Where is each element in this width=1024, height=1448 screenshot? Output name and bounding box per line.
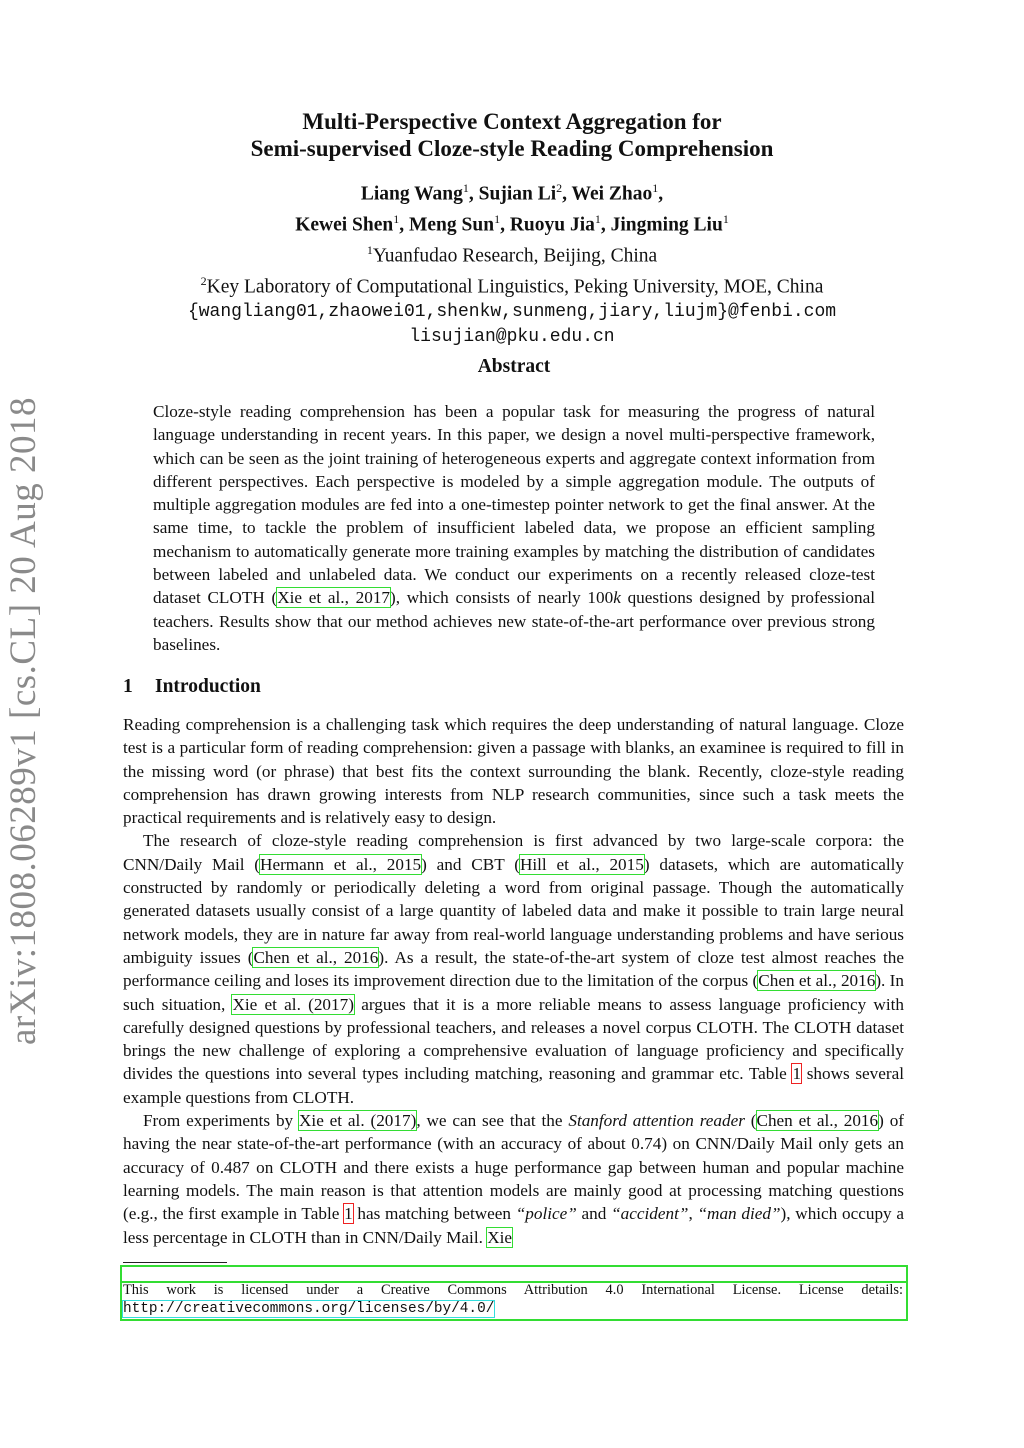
author-name: Liang Wang [360, 183, 463, 205]
citation-link[interactable]: Xie et al. (2017) [232, 994, 354, 1014]
arxiv-stamp: arXiv:1808.06289v1 [cs.CL] 20 Aug 2018 [3, 397, 44, 1045]
affiliation-marker: 1 [652, 181, 659, 195]
affiliation-marker: 1 [494, 212, 501, 226]
citation-link[interactable]: Hermann et al., 2015 [260, 854, 422, 874]
affiliation-marker: 1 [594, 212, 601, 226]
citation-link[interactable]: Xie [487, 1227, 513, 1247]
citation-link[interactable]: Xie et al. (2017) [299, 1111, 417, 1131]
emphasis: “man died” [697, 1204, 781, 1224]
author-name: Ruoyu Jia [509, 214, 595, 236]
abstract-body: Cloze-style reading comprehension has been a popular task for measuring the progress of natural language understanding in recent years. In this paper, we design a novel multi-perspective framework, which can be seen as the joint training of heterogeneous experts and aggregate context information from different perspectives. Each perspective is modeled by a simple aggregation module. The outputs of multiple aggregation modules are fed into a one-timestep pointer network to get the final answer. At the same time, to tackle the problem of insufficient labeled data, we propose an efficient sampling mechanism to automatically generate more training examples by matching the distribution of candidates between labeled and unlabeled data. We conduct our experiments on a recently released cloze-test dataset CLOTH (Xie et al., 2017), which consists of nearly 100k questions designed by professional teachers. Results show that our method achieves new state-of-the-art performance over previous strong baselines. [153, 402, 876, 654]
emphasis: Stanford attention reader [568, 1111, 745, 1131]
title-line-1: Multi-Perspective Context Aggregation for [302, 109, 722, 134]
paragraph: From experiments by Xie et al. (2017), we can see that the Stanford attention reader (Chen et al., 2016) of having the near state-of-the-art performance (with an accuracy of about 0.74) on CNN/Daily Mail only gets an accuracy of 0.487 on CLOTH and there exists a huge performance gap between human and popular machine learning models. The main reason is that attention models are mainly good at processing matching questions (e.g., the first example in Table 1 has matching between “police” and “accident”, “man died”), which occupy a less percentage in CLOTH than in CNN/Daily Mail. Xie [123, 1111, 905, 1247]
author-name: Jingming Liu [610, 214, 723, 236]
author-line-2: Kewei Shen$^1$, Meng Sun$^1$, Ruoyu Jia$^1$, Jingming Liu$^1$ [295, 212, 729, 236]
citation-link[interactable]: Xie et al., 2017 [277, 588, 391, 608]
author-email-2: lisujian@pku.edu.cn [409, 326, 615, 347]
citation-link[interactable]: Chen et al., 2016 [758, 971, 876, 991]
author-name: Meng Sun [408, 214, 495, 236]
affiliation-marker: 1 [393, 212, 400, 226]
section-heading [123, 676, 261, 698]
introduction-body [123, 713, 904, 1249]
section-number: 1 [123, 676, 133, 697]
affiliation-marker: 2 [556, 181, 563, 195]
emphasis: “police” [515, 1204, 577, 1224]
footnote: This work is licensed under a Creative Commons Attribution 4.0 International License. License details: http://creativecommons.org/licenses/by/4.0/ [123, 1282, 903, 1317]
license-url-link[interactable]: http://creativecommons.org/licenses/by/4.0/ [123, 1301, 495, 1317]
author-emails: {wangliang01,zhaowei01,shenkw,sunmeng,jiary,liujm}@fenbi.com [187, 302, 837, 322]
affiliation-1: $^1$Yuanfudao Research, Beijing, China [366, 243, 658, 267]
emphasis: “accident” [611, 1204, 689, 1224]
author-name: Wei Zhao [571, 183, 653, 205]
affiliation-marker: 1 [722, 212, 729, 226]
paragraph: Reading comprehension is a challenging task which requires the deep understanding of natural language. Cloze test is a particular form of reading comprehension: given a passage with blanks, an examinee is required to fill in the missing word (or phrase) that best fits the context surrounding the blank. Recently, cloze-style reading comprehension has drawn growing interests from NLP research communities, since such a task meets the practical requirements and is relatively easy to design. [123, 715, 904, 828]
paper-title [0, 108, 1024, 162]
author-name: Sujian Li [478, 183, 557, 205]
author-name: Kewei Shen [295, 214, 394, 236]
table-reference-link[interactable]: 1 [344, 1204, 353, 1224]
title-line-2: Semi-supervised Cloze-style Reading Comprehension [250, 136, 774, 161]
table-reference-link[interactable]: 1 [792, 1064, 802, 1084]
affiliation-2: $^2$Key Laboratory of Computational Linguistics, Peking University, MOE, China [200, 274, 824, 298]
paragraph: The research of cloze-style reading comprehension is first advanced by two large-scale corpora: the CNN/Daily Mail (Hermann et al., 2015) and CBT (Hill et al., 2015) datasets, which are automatically constructed by randomly or periodically deleting a word from original passage. Though the automatically generated datasets usually consist of a large quantity of labeled data and make it possible to train large neural network models, they are in nature far away from real-world language understanding problems and have serious ambiguity issues (Chen et al., 2016). As a result, the state-of-the-art system of cloze test almost reaches the performance ceiling and loses its improvement direction due to the limitation of the corpus (Chen et al., 2016). In such situation, Xie et al. (2017) argues that it is a more reliable means to assess language proficiency with carefully designed questions by professional teachers, and releases a novel corpus CLOTH. The CLOTH dataset brings the new challenge of exploring a comprehensive evaluation of language proficiency and specifically divides the questions into several types including matching, reasoning and grammar etc. Table 1 shows several example questions from CLOTH. [123, 831, 904, 1107]
author-block [0, 176, 1024, 349]
author-line-1: Liang Wang$^1$, Sujian Li$^2$, Wei Zhao$^1$, [360, 181, 664, 205]
section-title: Introduction [155, 676, 261, 697]
citation-link[interactable]: Hill et al., 2015 [519, 854, 644, 874]
abstract-heading: Abstract [477, 356, 551, 377]
affiliation-marker: 1 [462, 181, 469, 195]
citation-link[interactable]: Chen et al., 2016 [756, 1111, 879, 1131]
citation-link[interactable]: Chen et al., 2016 [253, 947, 379, 967]
footnote-rule [123, 1262, 227, 1263]
